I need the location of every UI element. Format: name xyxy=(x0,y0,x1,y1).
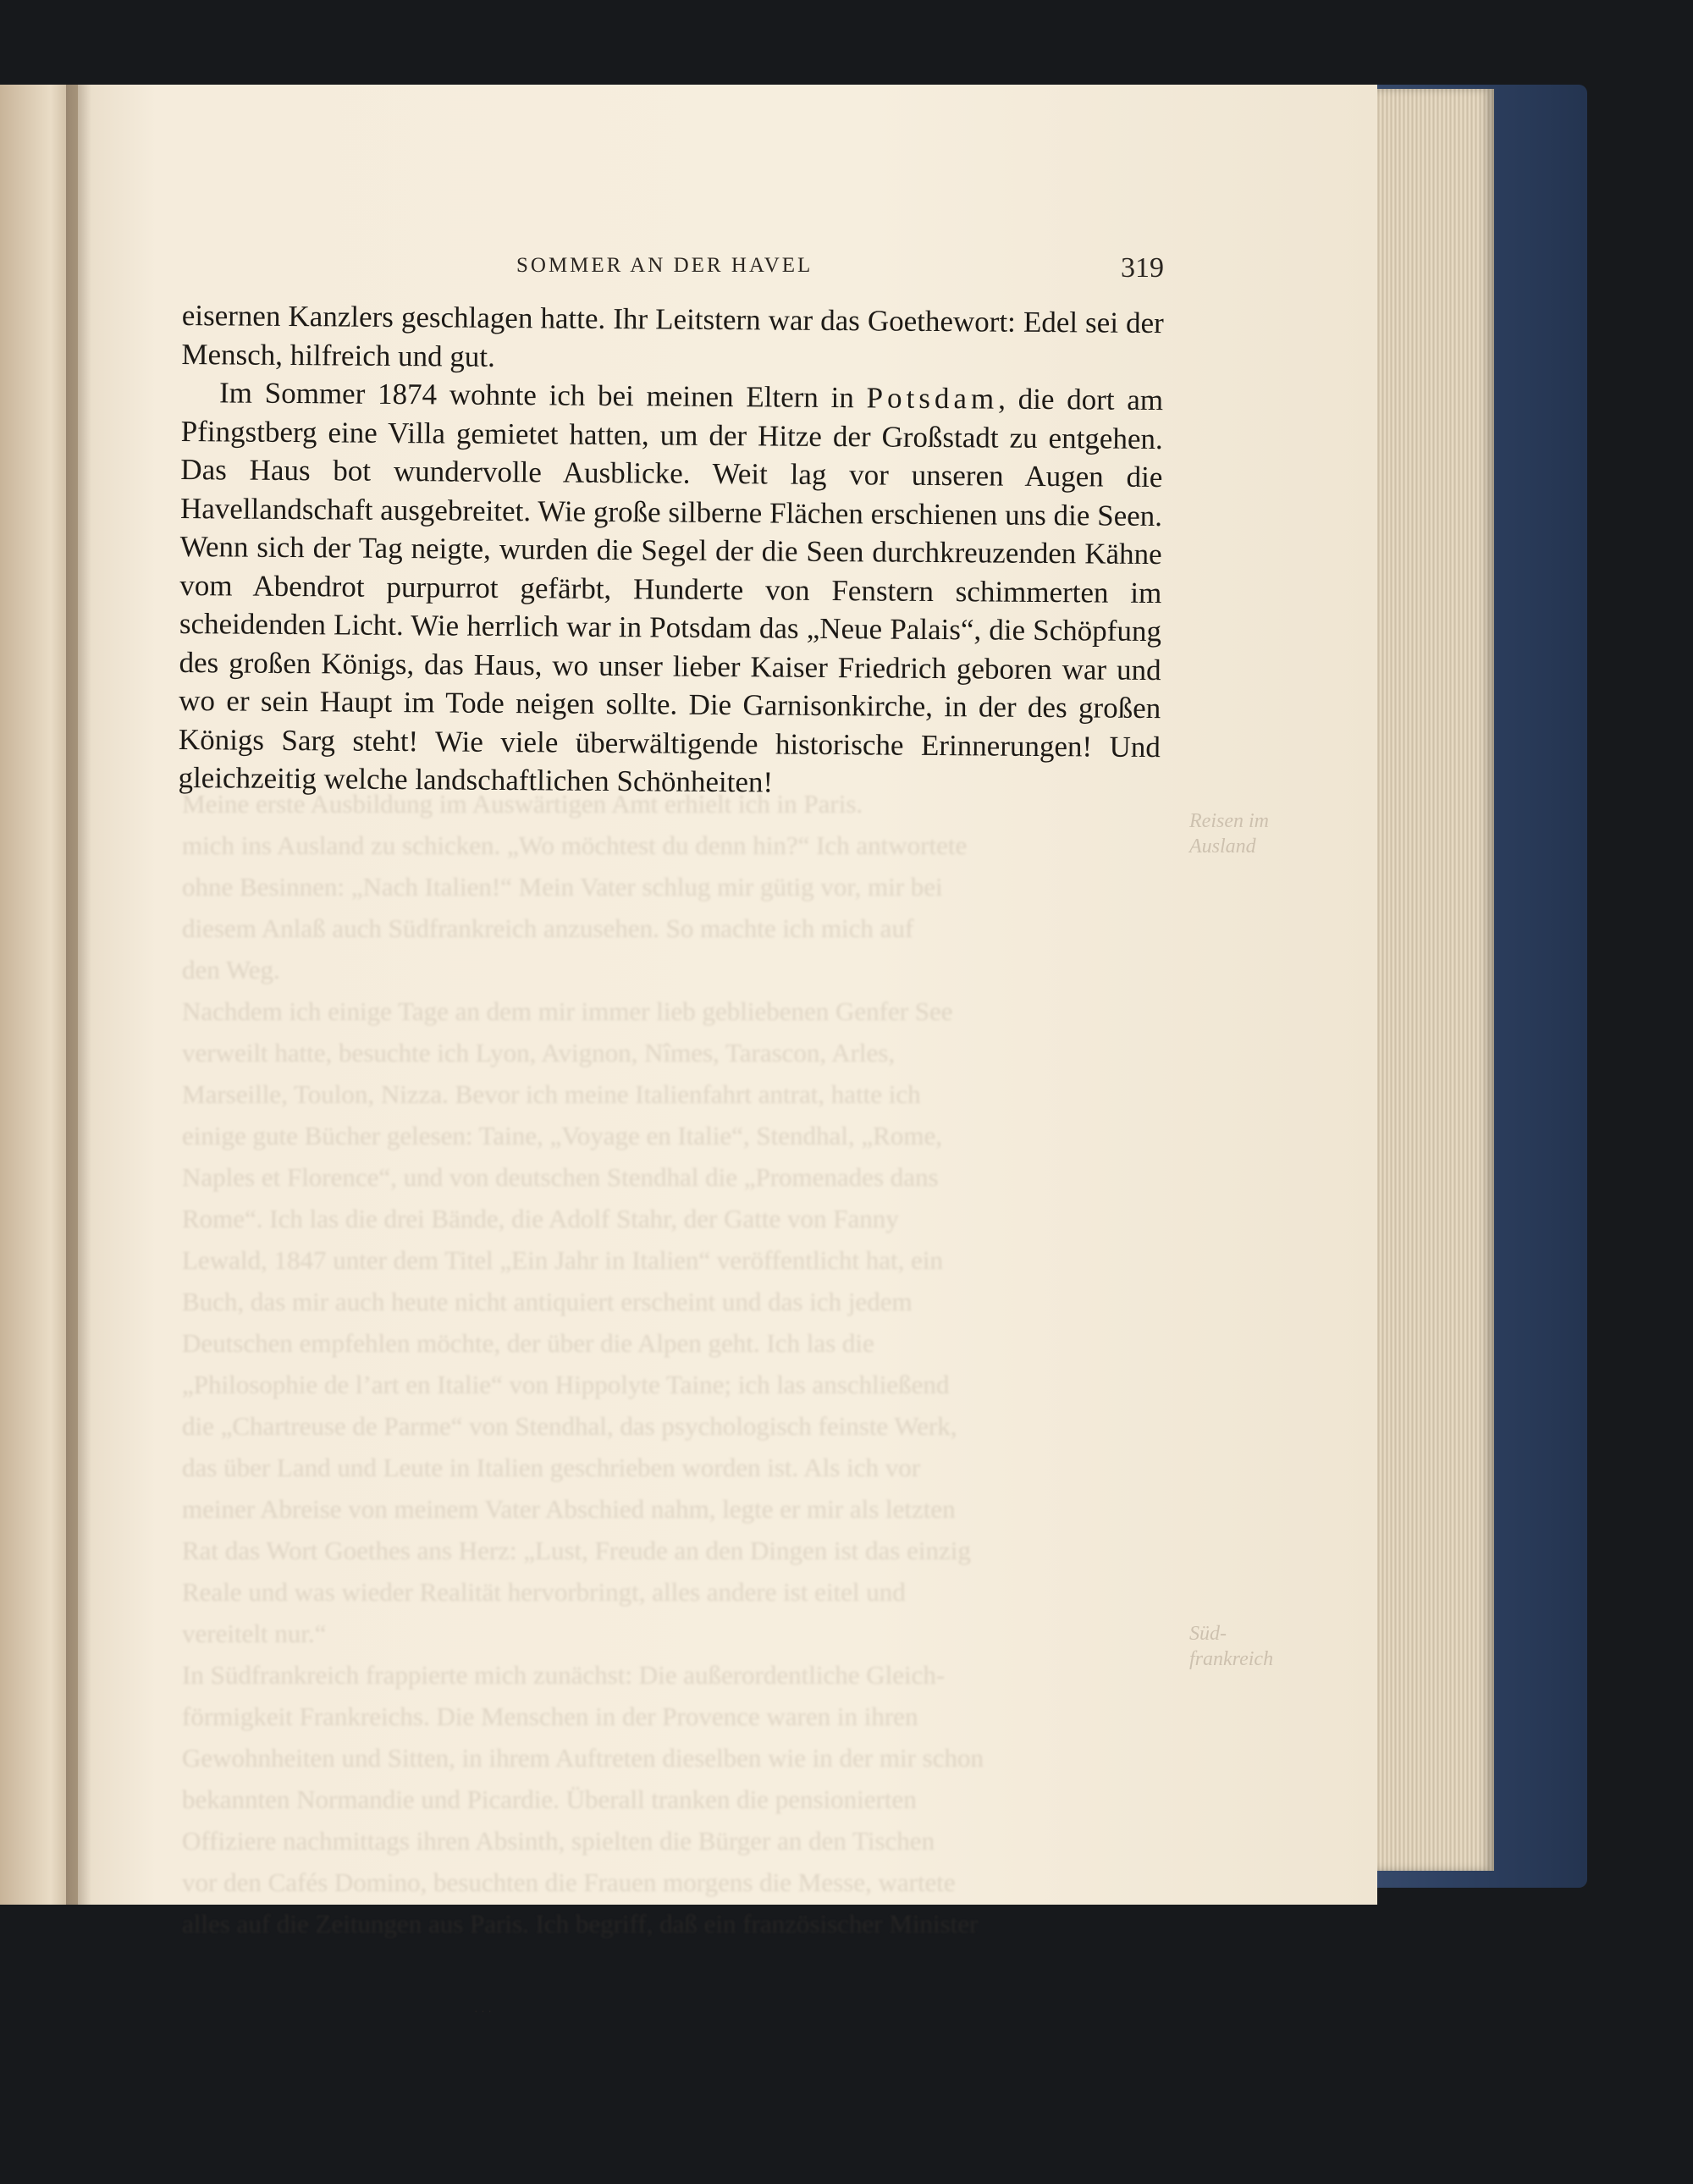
margin-note: Süd-frankreich xyxy=(1189,1623,1274,1670)
bleed-through-line: Nachdem ich einige Tage an dem mir immer lieb gebliebenen Genfer See xyxy=(182,996,953,1026)
running-head: SOMMER AN DER HAVEL xyxy=(516,254,813,277)
spaced-place-name: Potsdam xyxy=(866,381,999,416)
bleed-through-line: Gewohnheiten und Sitten, in ihrem Auftreten dieselben wie in der mir schon xyxy=(182,1743,984,1773)
text-run: , die dort am Pfingstberg eine Villa gemietet hatten, um der Hitze der Großstadt zu entgehen. Das Haus bot wundervolle Ausblicke. Weit lag vor unseren Augen die Havellandschaft ausgebreitet. Wie große silberne Flächen erschienen uns die Seen. Wenn sich der Tag neigte, wurden die Segel der die Seen durchkreuzenden Kähne vom Abendrot purpurrot gefärbt, Hunderte von Fenstern schimmerten im scheidenden Licht. Wie herrlich war in Potsdam das „Neue Palais“, die Schöpfung des großen Königs, das Haus, wo unser lieber Kaiser Friedrich geboren war und wo er sein Haupt im Tode neigen sollte. Die Garnisonkirche, in der des großen Königs Sarg steht! Wie viele überwältigende historische Erinnerungen! Und gleichzeitig welche landschaftlichen Schönheiten! xyxy=(178,382,1164,799)
bleed-through-line: den Weg. xyxy=(182,955,280,984)
page-header xyxy=(182,254,1164,288)
bleed-through-line: einige gute Bücher gelesen: Taine, „Voyage en Italie“, Stendhal, „Rome, xyxy=(182,1121,942,1150)
margin-note: Reisen im Ausland xyxy=(1189,810,1269,858)
bleed-through-line: die „Chartreuse de Parme“ von Stendhal, das psychologisch feinste Werk, xyxy=(182,1411,957,1441)
bleed-through-line: Reale und was wieder Realität hervorbringt, alles andere ist eitel und xyxy=(182,1577,906,1607)
bleed-through-line: Buch, das mir auch heute nicht antiquiert erscheint und das ich jedem xyxy=(182,1287,913,1316)
bleed-through-line: Marseille, Toulon, Nizza. Bevor ich meine Italienfahrt antrat, hatte ich xyxy=(182,1079,921,1109)
bleed-through-line: verweilt hatte, besuchte ich Lyon, Avignon, Nîmes, Tarascon, Arles, xyxy=(182,1038,896,1067)
text-run: Im Sommer 1874 wohnte ich bei meinen Eltern in xyxy=(218,376,867,415)
bleed-through-line: das über Land und Leute in Italien geschrieben worden ist. Als ich vor xyxy=(182,1453,921,1482)
book-gutter xyxy=(66,85,91,1905)
bleed-through-line: vor den Cafés Domino, besuchten die Frauen morgens die Messe, wartete xyxy=(182,1867,956,1897)
bleed-through-line: mich ins Ausland zu schicken. „Wo möchtest du denn hin?“ Ich antwortete xyxy=(182,830,968,860)
bleed-through-line: Meine erste Ausbildung im Auswärtigen Amt erhielt ich in Paris. xyxy=(182,789,863,819)
bleed-through-line: diesem Anlaß auch Südfrankreich anzusehen. So machte ich mich auf xyxy=(182,913,914,943)
page-number: 319 xyxy=(1121,252,1164,284)
bleed-through-line: meiner Abreise von meinem Vater Abschied nahm, legte er mir als letzten xyxy=(182,1494,956,1524)
bleed-through-line: In Südfrankreich frappierte mich zunächst: Die außerordentliche Gleich- xyxy=(182,1660,946,1690)
page-speck: · · · xyxy=(474,2006,492,2019)
bleed-through-line: Deutschen empfehlen möchte, der über die Alpen geht. Ich las die xyxy=(182,1328,874,1358)
bleed-through-line: Offiziere nachmittags ihren Absinth, spielten die Bürger an den Tischen xyxy=(182,1826,935,1856)
paragraph xyxy=(178,373,1163,805)
bleed-through-line: vereitelt nur.“ xyxy=(182,1619,327,1648)
paragraph: eisernen Kanzlers geschlagen hatte. Ihr Leitstern war das Goethewort: Edel sei der Mensch, hilfreich und gut. xyxy=(181,298,1164,373)
bleed-through-line: Naples et Florence“, und von deutschen Stendhal die „Promenades dans xyxy=(182,1162,939,1192)
body-text xyxy=(178,296,1164,805)
bleed-through-line: „Philosophie de l’art en Italie“ von Hippolyte Taine; ich las anschließend xyxy=(182,1370,950,1399)
bleed-through-line: Rome“. Ich las die drei Bände, die Adolf Stahr, der Gatte von Fanny xyxy=(182,1204,899,1233)
bleed-through-line: förmigkeit Frankreichs. Die Menschen in der Provence waren in ihren xyxy=(182,1701,918,1731)
bleed-through-line: bekannten Normandie und Picardie. Überall tranken die pensionierten xyxy=(182,1784,917,1814)
bleed-through-line: Lewald, 1847 unter dem Titel „Ein Jahr in Italien“ veröffentlicht hat, ein xyxy=(182,1245,944,1275)
bleed-through-line: alles auf die Zeitungen aus Paris. Ich begriff, daß ein französischer Minister xyxy=(182,1909,979,1939)
page-edges xyxy=(1359,89,1494,1871)
bleed-through-line: ohne Besinnen: „Nach Italien!“ Mein Vater schlug mir gütig vor, mir bei xyxy=(182,872,943,902)
bleed-through-line: Rat das Wort Goethes ans Herz: „Lust, Freude an den Dingen ist das einzig xyxy=(182,1536,971,1565)
